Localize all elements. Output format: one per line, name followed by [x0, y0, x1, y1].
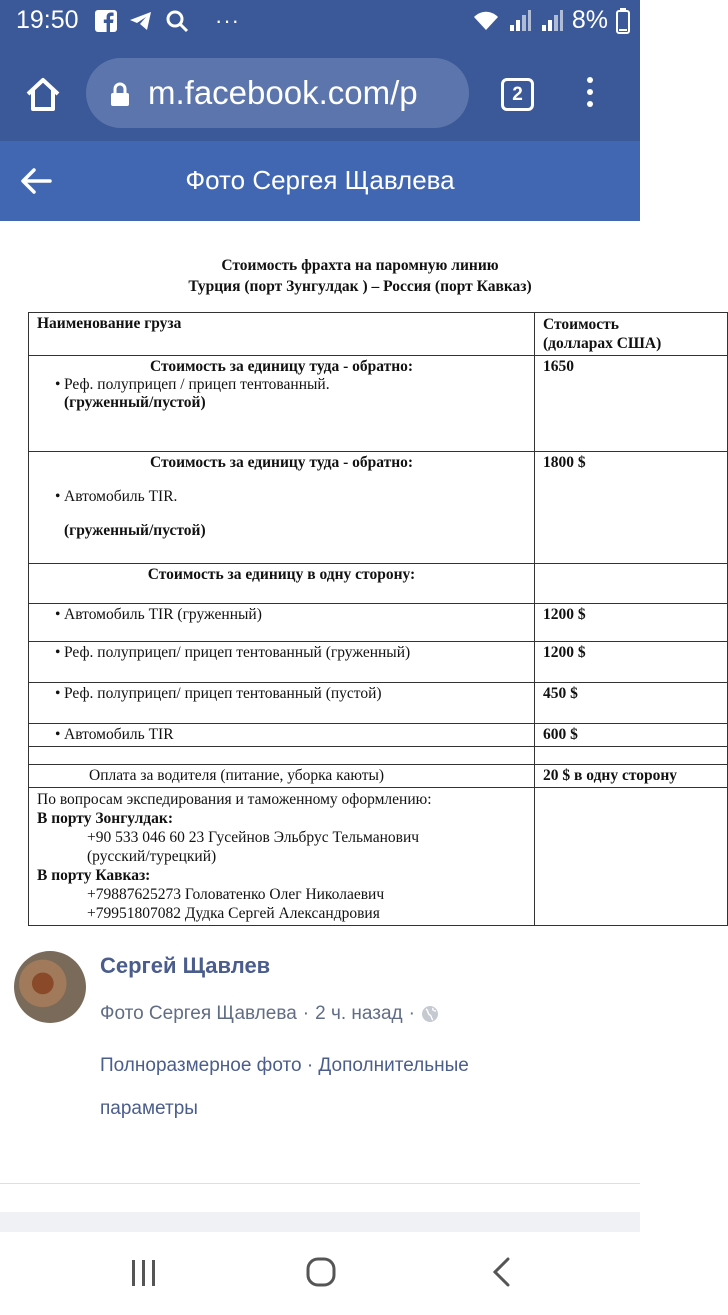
- item-text: Автомобиль TIR (груженный): [64, 606, 262, 623]
- battery-icon: [616, 8, 630, 34]
- table-row: [29, 724, 728, 747]
- meta-separator: ·: [302, 1003, 310, 1024]
- table-row: [29, 452, 728, 564]
- table-cell: [535, 788, 728, 926]
- table-cell: [29, 356, 535, 452]
- table-row: [29, 683, 728, 724]
- avatar[interactable]: [14, 951, 86, 1023]
- signal-icon: [508, 9, 532, 33]
- table-cell: [29, 724, 535, 747]
- more-options-link[interactable]: Дополнительные параметры: [100, 1055, 469, 1119]
- item-text: Реф. полуприцеп/ прицеп тентованный (груженный): [64, 644, 411, 661]
- table-row: [29, 765, 728, 788]
- telegram-icon: [129, 10, 153, 32]
- port-label: В порту Кавказ:: [37, 867, 151, 884]
- section-gap: [0, 1212, 640, 1232]
- document-title: [0, 255, 720, 297]
- contact-line: +79951807082 Дудка Сергей Александровия: [87, 905, 380, 922]
- price-cell: 1800 $: [535, 452, 728, 564]
- column-header-line: (долларах США): [543, 335, 662, 352]
- home-icon[interactable]: [24, 75, 62, 113]
- table-cell: [29, 604, 535, 642]
- contacts-row: [29, 788, 728, 926]
- port-label: В порту Зонгулдак:: [37, 810, 173, 827]
- item-text: Реф. полуприцеп / прицеп тентованный.: [64, 376, 330, 393]
- author-name[interactable]: Сергей Щавлев: [100, 953, 271, 978]
- column-header: [535, 313, 728, 356]
- table-cell: [29, 642, 535, 683]
- contacts-cell: [29, 788, 535, 926]
- browser-toolbar: [0, 45, 640, 141]
- list-item: • Автомобиль TIR: [55, 726, 174, 743]
- table-spacer-row: [29, 747, 728, 765]
- price-cell: 1650: [535, 356, 728, 452]
- price-cell: 450 $: [535, 683, 728, 724]
- price-cell: 600 $: [535, 724, 728, 747]
- price-cell: 20 $ в одну сторону: [535, 765, 728, 788]
- table-row: [29, 642, 728, 683]
- item-text: Реф. полуприцеп/ прицеп тентованный (пустой): [64, 685, 382, 702]
- table-row: [29, 356, 728, 452]
- browser-menu-icon[interactable]: [584, 77, 596, 113]
- tab-switcher-button[interactable]: 2: [501, 78, 534, 111]
- photo-links: [100, 1044, 570, 1130]
- freight-table: [28, 312, 728, 926]
- list-item: • Реф. полуприцеп/ прицеп тентованный (груженный): [55, 644, 411, 661]
- list-item: • Реф. полуприцеп/ прицеп тентованный (пустой): [55, 685, 382, 702]
- column-header: Наименование груза: [29, 313, 535, 356]
- back-button-icon[interactable]: [490, 1257, 512, 1287]
- table-cell: [29, 765, 535, 788]
- post-meta: [100, 1003, 439, 1025]
- photo-header: [0, 141, 640, 221]
- price-cell: 1200 $: [535, 604, 728, 642]
- facebook-icon: [95, 10, 117, 32]
- photo-document[interactable]: [0, 221, 678, 940]
- table-cell: [29, 452, 535, 564]
- album-link[interactable]: Фото Сергея Щавлева: [100, 1003, 297, 1024]
- item-note: (груженный/пустой): [64, 522, 206, 539]
- price-cell: 1200 $: [535, 642, 728, 683]
- item-text: Оплата за водителя (питание, уборка каюты): [89, 767, 385, 784]
- contact-line: +79887625273 Головатенко Олег Николаевич: [87, 886, 385, 903]
- item-text: Автомобиль TIR: [64, 726, 174, 743]
- contacts-intro: По вопросам экспедирования и таможенному оформлению:: [37, 791, 432, 808]
- item-note: (груженный/пустой): [64, 394, 206, 411]
- contact-line: (русский/турецкий): [87, 848, 217, 865]
- status-right: [472, 6, 630, 35]
- page-title: Фото Сергея Щавлева: [185, 165, 455, 195]
- wifi-icon: [472, 10, 500, 32]
- table-cell: [29, 683, 535, 724]
- table-row: [29, 604, 728, 642]
- search-icon: [165, 9, 189, 33]
- status-bar: [0, 0, 640, 45]
- table-header-row: [29, 313, 728, 356]
- url-text: m.facebook.com/p: [148, 74, 418, 111]
- item-text: Автомобиль TIR.: [64, 488, 178, 505]
- contact-line: +90 533 046 60 23 Гусейнов Эльбрус Тельманович: [87, 829, 420, 846]
- table-cell: [29, 747, 535, 765]
- status-time: 19:50: [16, 6, 79, 34]
- table-cell: [535, 747, 728, 765]
- post-time[interactable]: 2 ч. назад: [315, 1003, 403, 1024]
- system-nav-bar: [0, 1232, 640, 1315]
- notification-icons: [95, 8, 240, 34]
- column-header-line: Стоимость: [543, 316, 619, 333]
- battery-level: 8%: [571, 6, 608, 34]
- row-heading: Стоимость за единицу туда - обратно:: [149, 358, 414, 375]
- divider: [0, 1183, 640, 1184]
- signal-icon: [540, 9, 564, 33]
- lock-icon: [110, 83, 130, 107]
- globe-icon: [421, 1005, 439, 1023]
- meta-separator: ·: [408, 1003, 415, 1024]
- row-heading: Стоимость за единицу туда - обратно:: [149, 454, 414, 471]
- document-title-line: Стоимость фрахта на паромную линию: [221, 257, 499, 274]
- list-item: • Автомобиль TIR (груженный): [55, 606, 262, 623]
- list-item: • Реф. полуприцеп / прицеп тентованный.: [55, 376, 330, 393]
- table-row: [29, 564, 728, 604]
- recent-apps-icon[interactable]: [130, 1260, 158, 1286]
- row-heading: Стоимость за единицу в одну сторону:: [29, 564, 535, 604]
- meta-separator: ·: [306, 1055, 314, 1076]
- full-size-link[interactable]: Полноразмерное фото: [100, 1055, 302, 1076]
- address-bar[interactable]: [86, 58, 469, 128]
- home-button-icon[interactable]: [306, 1257, 336, 1287]
- list-item: • Автомобиль TIR.: [55, 488, 178, 505]
- price-cell: [535, 564, 728, 604]
- document-title-line: Турция (порт Зунгулдак ) – Россия (порт Кавказ): [188, 278, 532, 295]
- more-icon: ···: [215, 8, 240, 33]
